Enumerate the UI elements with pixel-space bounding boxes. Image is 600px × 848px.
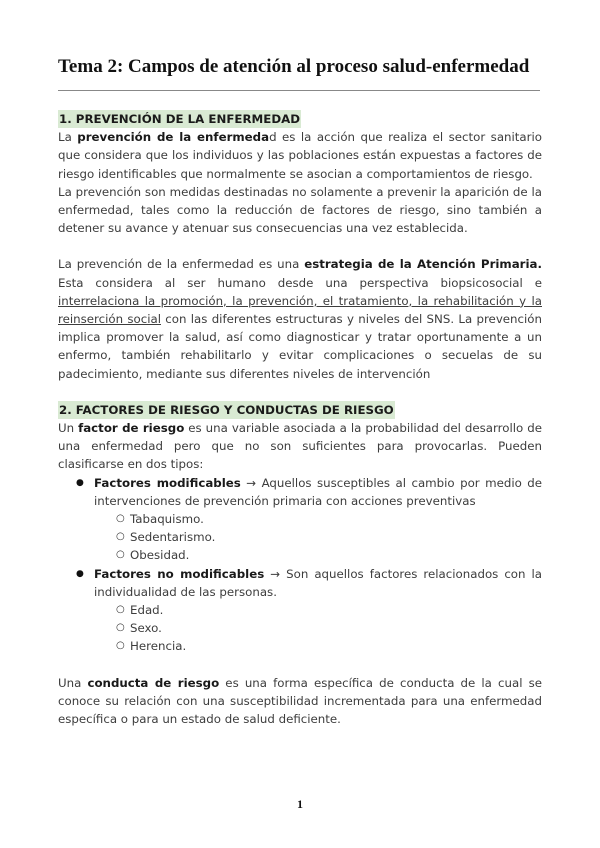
section-1	[58, 110, 542, 383]
risk-factor-list	[58, 474, 542, 656]
underlined-text: interrelaciona la promoción, la prevención, el tratamiento, la rehabilitación y la reinserción social	[58, 293, 542, 327]
sub-list-item: ○ Tabaquismo.	[116, 510, 542, 528]
sub-list-item: ○ Sedentarismo.	[116, 528, 542, 546]
sub-list-item: ○ Sexo.	[116, 619, 542, 637]
section-2-paragraph-2: Una conducta de riesgo es una forma específica de conducta de la cual se conoce su relación con una susceptibilidad incrementada para una enfermedad específica o para un estado de salud deficiente.	[58, 675, 542, 727]
bold-term: factor de riesgo	[78, 421, 185, 436]
section-1-paragraph-3: La prevención de la enfermedad es una estrategia de la Atención Primaria. Esta considera al ser humano desde una perspectiva biopsicosocial e interrelaciona la promoción, la prevención, el tratamiento, la rehabilitación y la reinserción social con las diferentes estructuras y niveles del SNS. La prevención implica promover la salud, así como diagnosticar y tratar oportunamente a un enfermo, también rehabilitarlo y evitar complicaciones o secuelas de su padecimiento, mediante sus diferentes niveles de intervención	[58, 257, 542, 381]
bold-term: prevención de la enfermeda	[77, 130, 270, 145]
list-item: ● Factores no modificables → Son aquellos factores relacionados con la individualidad de las personas. ○ Edad. ○ Sexo. ○ Herencia.	[76, 565, 542, 656]
section-1-paragraph-2: La prevención son medidas destinadas no solamente a prevenir la aparición de la enfermedad, tales como la reducción de factores de riesgo, sino también a detener su avance y atenuar sus consecuencias una vez establecida.	[58, 184, 542, 236]
sub-list	[94, 510, 542, 565]
sub-list-item: ○ Edad.	[116, 601, 542, 619]
section-1-paragraph-1: La prevención de la enfermedad es la acción que realiza el sector sanitario que considera que los individuos y las poblaciones están expuestas a factores de riesgo identificables que normalmente se asocian a comportamientos de riesgo.	[58, 130, 543, 181]
sub-list	[94, 601, 542, 656]
arrow-icon: →	[264, 566, 287, 581]
section-2-paragraph-1: Un factor de riesgo es una variable asociada a la probabilidad del desarrollo de una enfermedad pero que no son suficientes para provocarlas. Pueden clasificarse en dos tipos:	[58, 421, 542, 472]
bold-term: estrategia de la Atención Primaria.	[304, 257, 542, 272]
list-item: ● Factores modificables → Aquellos susceptibles al cambio por medio de intervenciones de prevención primaria con acciones preventivas ○ Tabaquismo. ○ Sedentarismo. ○ Obesidad.	[76, 474, 542, 565]
document-title: Tema 2: Campos de atención al proceso salud-enfermedad	[58, 56, 530, 77]
section-2-heading: 2. FACTORES DE RIESGO Y CONDUCTAS DE RIESGO	[58, 401, 395, 419]
arrow-icon: →	[240, 475, 262, 490]
section-1-heading: 1. PREVENCIÓN DE LA ENFERMEDAD	[58, 110, 301, 128]
page-number: 1	[297, 797, 303, 811]
sub-list-item: ○ Obesidad.	[116, 546, 542, 564]
section-2	[58, 401, 542, 728]
document-body	[58, 110, 542, 728]
title-divider	[58, 90, 540, 91]
bold-term: conducta de riesgo	[87, 675, 220, 690]
sub-list-item: ○ Herencia.	[116, 637, 542, 655]
